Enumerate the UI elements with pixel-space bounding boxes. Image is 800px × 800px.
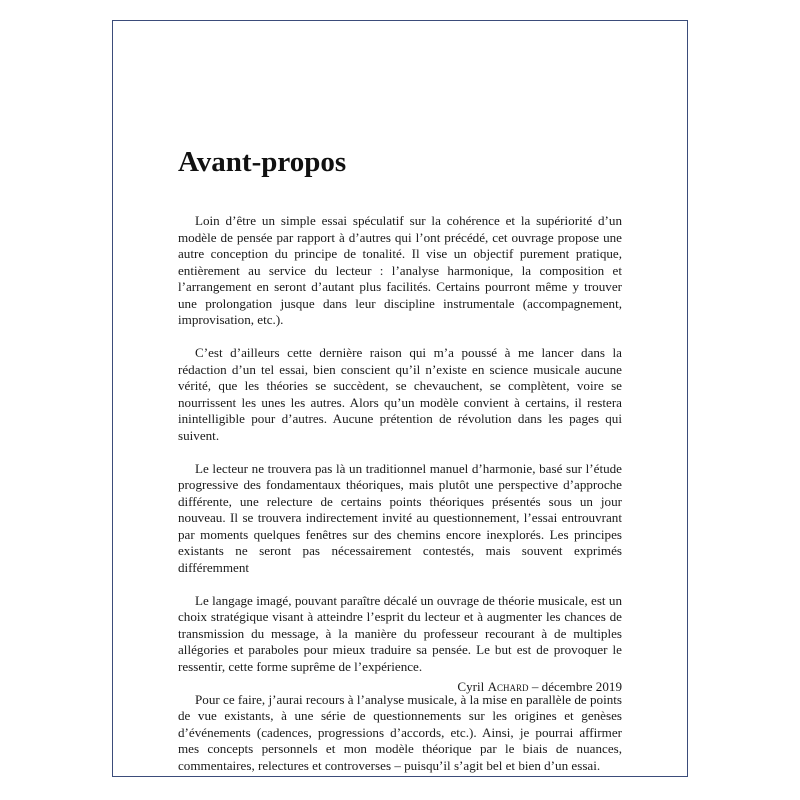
paragraph-2: C’est d’ailleurs cette dernière raison qui m’a poussé à me lancer dans la rédaction d’un tel essai, bien conscient qu’il n’existe en science musicale aucune vérité, que les théories se succèdent, se chevauchent, se complètent, voire se nourrissent les unes les autres. Alors qu’un modèle convient à certains, il restera inintelligible pour d’autres. Aucune prétention de révolution dans les pages qui suivent.	[178, 345, 622, 443]
author-signature	[457, 679, 622, 696]
paragraph-4: Le langage imagé, pouvant paraître décalé un ouvrage de théorie musicale, est un choix stratégique visant à atteindre l’esprit du lecteur et à augmenter les chances de transmission du message, à la manière du professeur recourant à de multiples allégories et paraboles pour mieux traduire sa pensée. Le but est de provoquer le ressentir, cette forme suprême de l’expérience.	[178, 592, 622, 674]
page-title: Avant-propos	[178, 146, 347, 178]
author-last-name: Achard	[487, 679, 529, 694]
signature-date: – décembre 2019	[531, 679, 622, 694]
author-first-name: Cyril	[457, 679, 485, 694]
paragraph-5: Pour ce faire, j’aurai recours à l’analyse musicale, à la mise en parallèle de points de vue existants, à une série de questionnements sur les origines et genèses d’événements (cadences, progressions d’accords, etc.). Ainsi, je pourrai affirmer mes concepts personnels et mon modèle théorique par le biais de nuances, commentaires, relectures et controverses – puisqu’il s’agit bel et bien d’un essai.	[178, 691, 622, 773]
paragraph-3: Le lecteur ne trouvera pas là un traditionnel manuel d’harmonie, basé sur l’étude progressive des fondamentaux théoriques, mais plutôt une perspective d’approche différente, une relecture de certains points théoriques présentés sous un jour nouveau. Il se trouvera indirectement invité au questionnement, l’essai entrouvrant par moments quelques fenêtres sur des chemins encore inexplorés. Les principes existants ne seront pas nécessairement contestés, mais souvent exprimés différemment	[178, 460, 622, 575]
paragraph-1: Loin d’être un simple essai spéculatif sur la cohérence et la supériorité d’un modèle de pensée par rapport à d’autres qui l’ont précédé, cet ouvrage propose une autre conception du principe de tonalité. Il vise un objectif purement pratique, entièrement au service du lecteur : l’analyse harmonique, la composition et l’arrangement en seront d’autant plus facilités. Certains pourront même y trouver une prolongation jusque dans leur discipline instrumentale (accompagnement, improvisation, etc.).	[178, 213, 622, 327]
